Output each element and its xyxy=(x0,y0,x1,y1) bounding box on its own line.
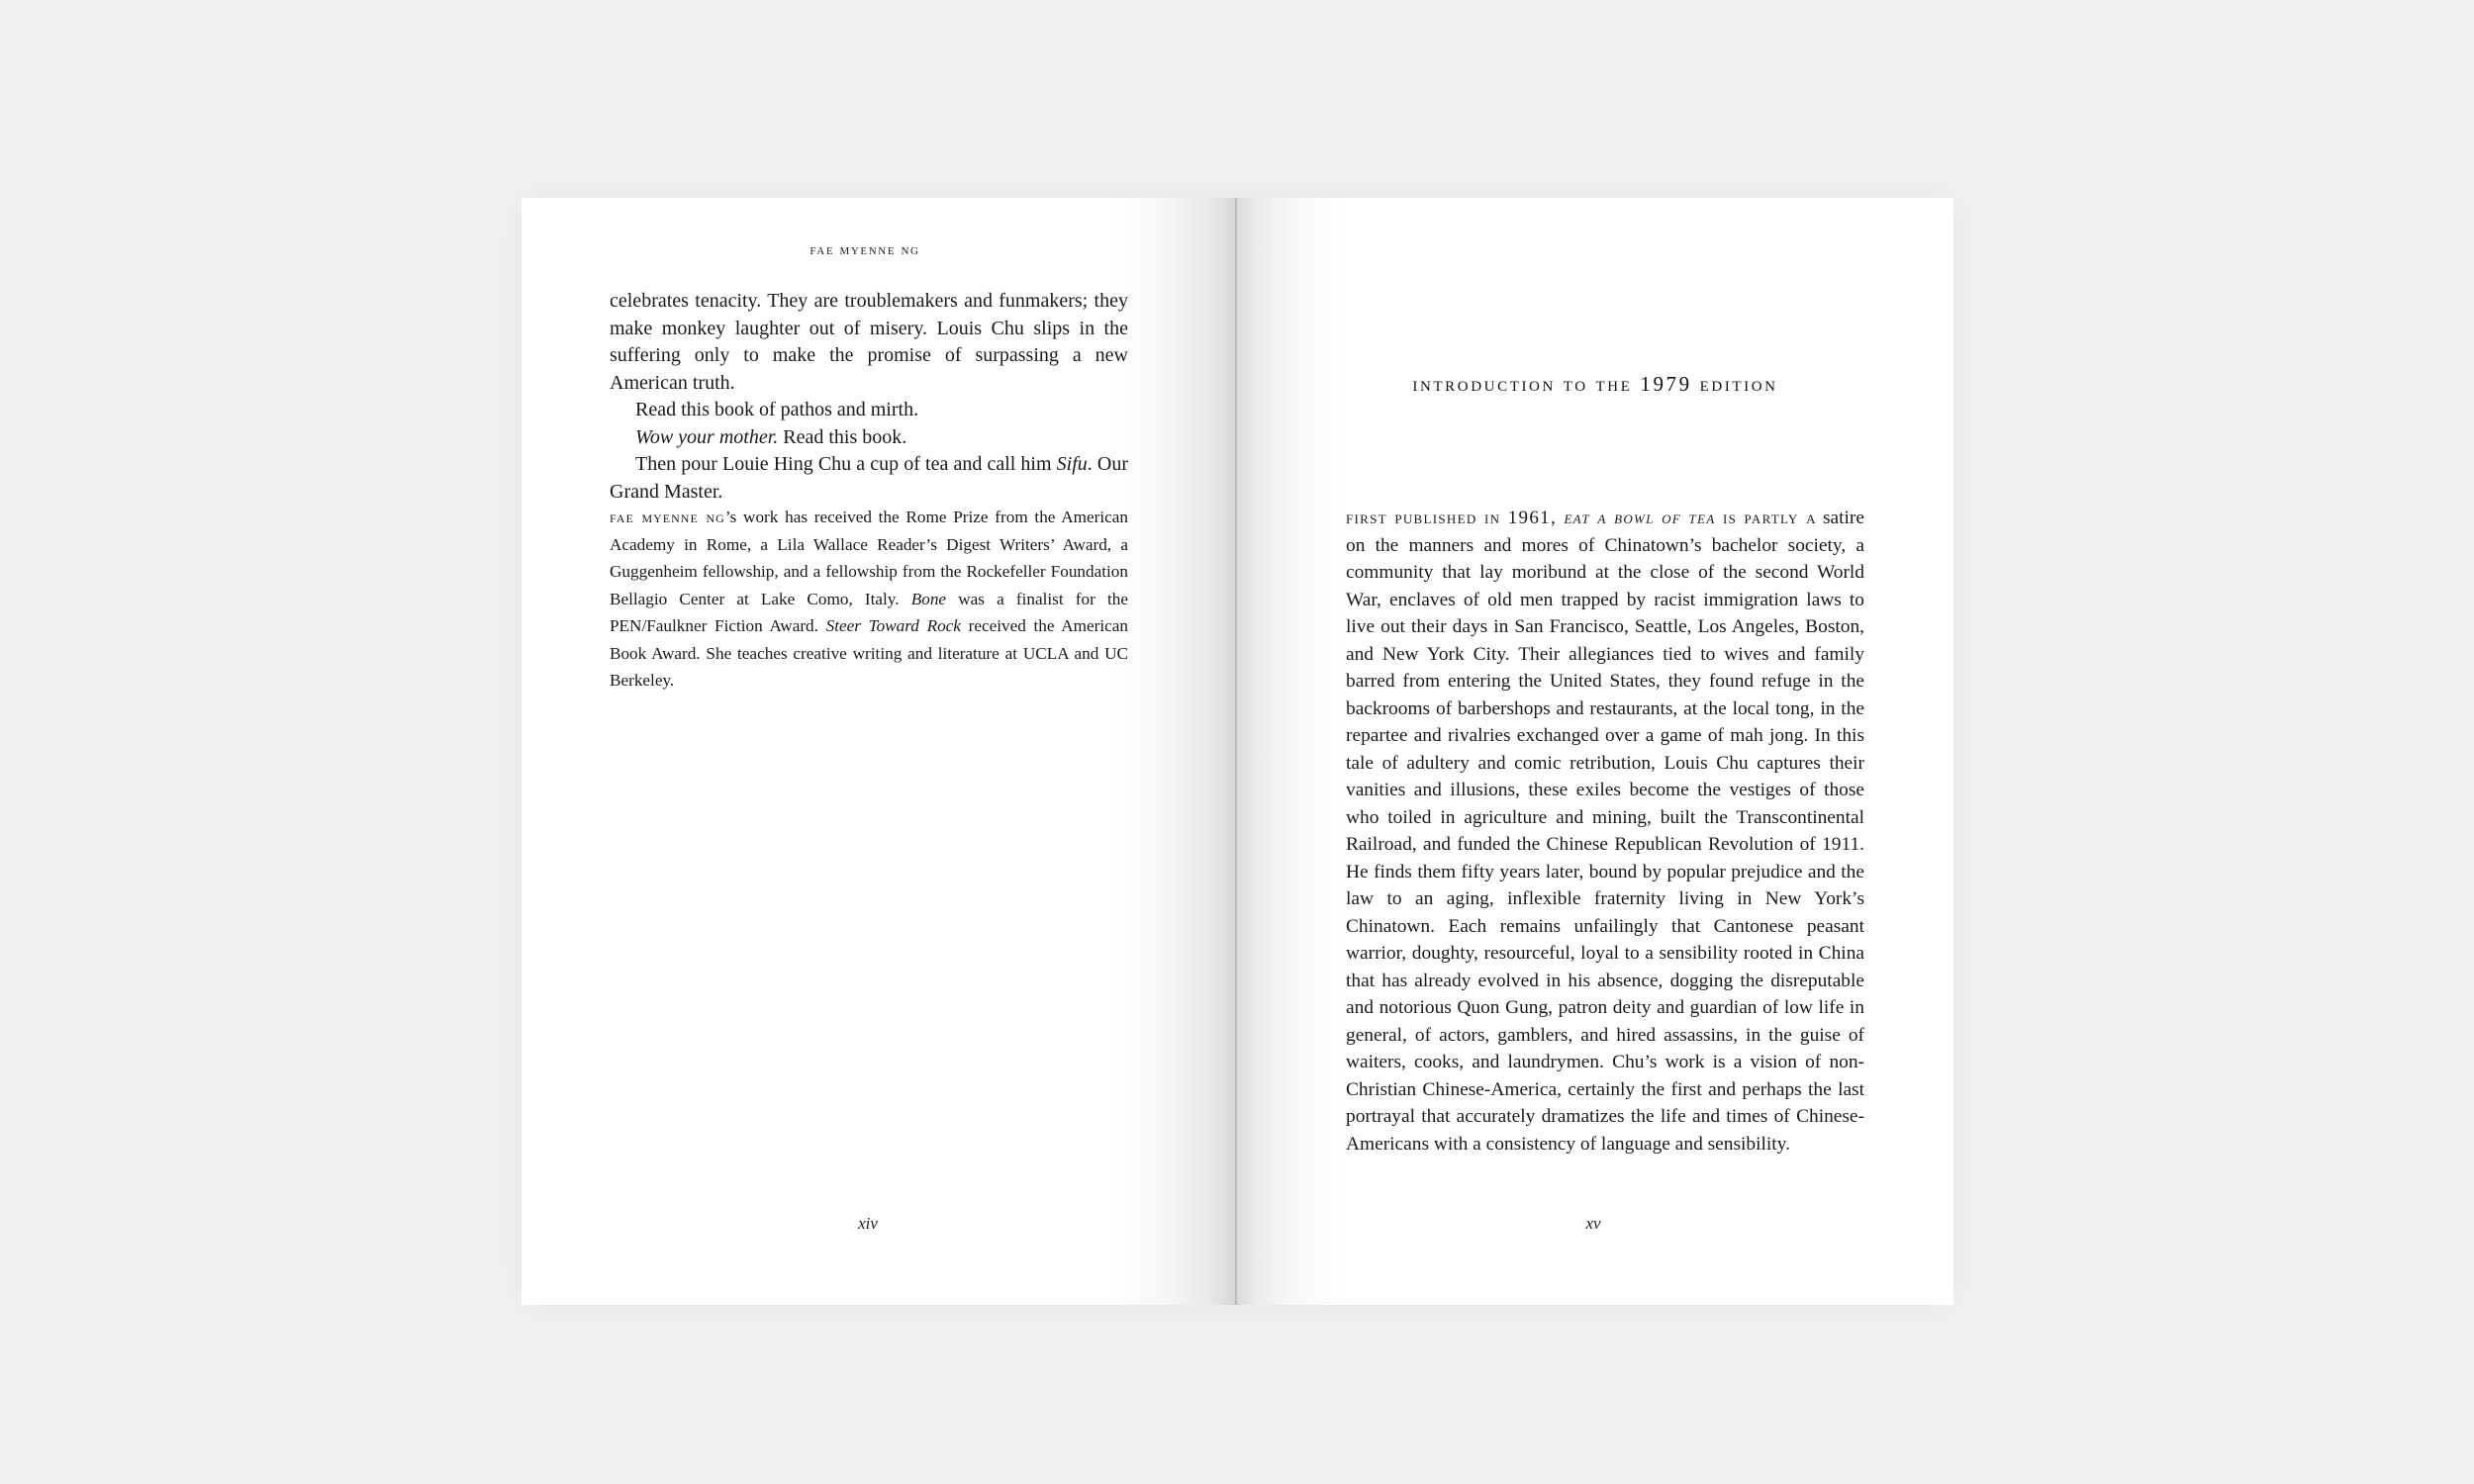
italic-word: Sifu xyxy=(1056,453,1088,475)
text-span: ’s work has received the Rome Prize from the American Academy in Rome, a Lila Wallace Reader’s Digest Writers’ Award, a Guggenheim fellowship, and a fellowship from the Rockefeller Foundation Bellagio Center at Lake Como, Italy. xyxy=(610,508,1128,608)
text-span: first published in 1961, xyxy=(1346,508,1565,528)
body-text xyxy=(610,288,1128,506)
book-spread xyxy=(522,198,1953,1305)
paragraph xyxy=(610,451,1128,506)
paragraph: Read this book of pathos and mirth. xyxy=(635,399,919,420)
text-span: was a finalist for the PEN/Faulkner Fiction Award. xyxy=(610,589,1128,635)
book-title: Steer Toward Rock xyxy=(825,616,961,635)
right-page xyxy=(1237,198,1953,1305)
author-bio xyxy=(610,504,1128,695)
text-span: Read this book. xyxy=(778,425,907,448)
author-name: fae myenne ng xyxy=(610,508,725,526)
intro-paragraph xyxy=(1346,505,1864,1158)
text-span: is partly a xyxy=(1715,508,1817,528)
paragraph: celebrates tenacity. They are troublemakers and funmakers; they make monkey laughter out of misery. Louis Chu slips in the suffering only to make the promise of surpassing a new American truth. xyxy=(610,290,1128,394)
text-span: received the American Book Award. She teaches creative writing and literature at UCLA and UC Berkeley. xyxy=(610,616,1128,690)
left-page xyxy=(522,198,1236,1305)
italic-phrase: Wow your mother. xyxy=(635,425,779,448)
text-span: . Our Grand Master. xyxy=(610,453,1128,503)
lead-in xyxy=(1346,508,1817,528)
book-title: Bone xyxy=(910,589,947,608)
page-number: xv xyxy=(1585,1214,1601,1233)
text-span: Then pour Louie Hing Chu a cup of tea and call him xyxy=(635,453,1057,475)
book-title: eat a bowl of tea xyxy=(1564,508,1716,528)
paragraph xyxy=(610,424,1128,452)
text-span: satire on the manners and mores of Chinatown’s bachelor society, a community that lay moribund at the close of the second World War, enclaves of old men trapped by racist immigration laws to live out their days in San Francisco, Seattle, Los Angeles, Boston, and New York City. Their allegiances tied to wives and family barred from entering the United States, they found refuge in the backrooms of barbershops and restaurants, at the local tong, in the repartee and rivalries exchanged over a game of mah jong. In this tale of adultery and comic retribution, Louis Chu captures their vanities and illusions, these exiles become the vestiges of those who toiled in agriculture and mining, built the Transcontinental Railroad, and funded the Chinese Republican Revolution of 1911. He finds them fifty years later, bound by popular prejudice and the law to an aging, inflexible fraternity living in New York’s Chinatown. Each remains unfailingly that Cantonese peasant warrior, doughty, resourceful, loyal to a sensibility rooted in China that has already evolved in his absence, dogging the disreputable and notorious Quon Gung, patron deity and guardian of low life in general, of actors, gamblers, and hired assassins, in the guise of waiters, cooks, and laundrymen. Chu’s work is a vision of non-Christian Chinese-America, certainly the first and perhaps the last portrayal that accurately dramatizes the life and times of Chinese-Americans with a consistency of language and sensibility. xyxy=(1346,508,1864,1155)
chapter-title: introduction to the 1979 edition xyxy=(1412,372,1778,396)
running-head: fae myenne ng xyxy=(809,242,920,258)
page-number: xiv xyxy=(858,1214,878,1233)
